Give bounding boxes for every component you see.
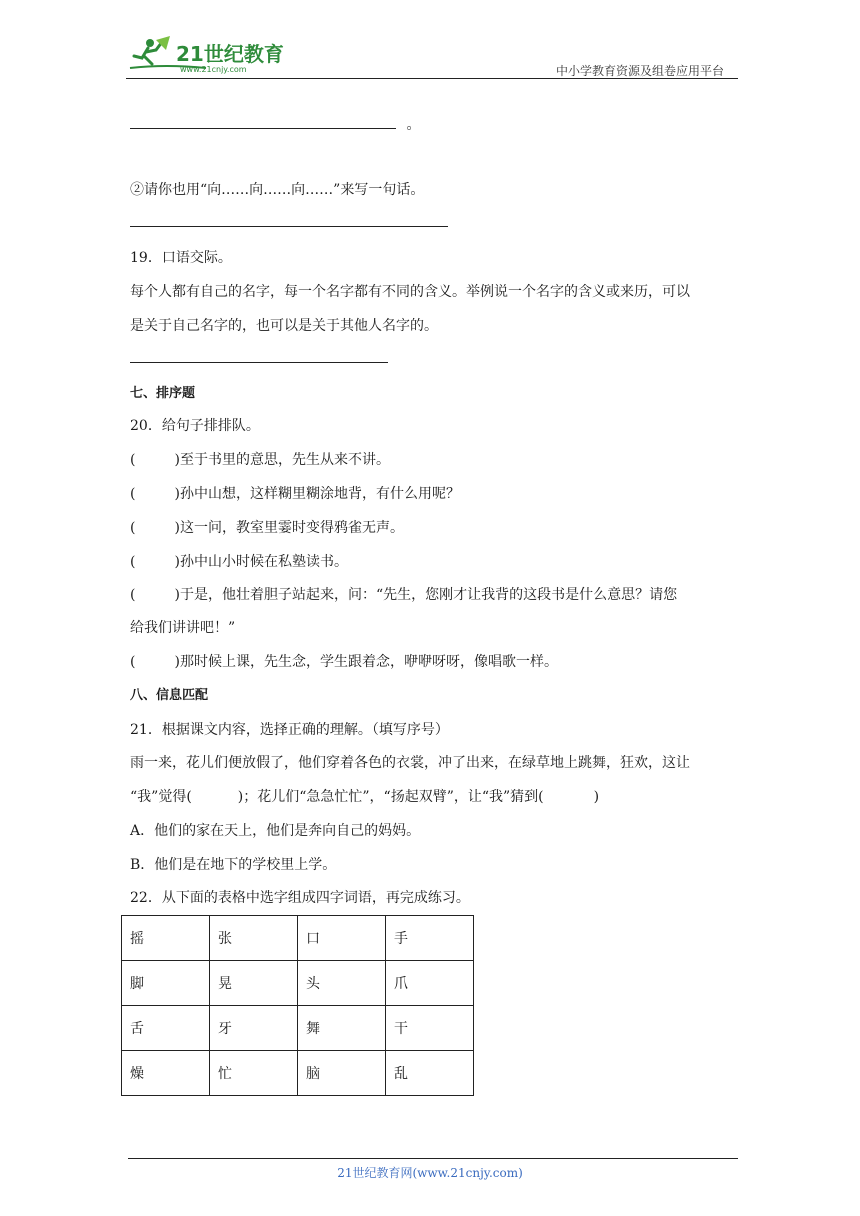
order-blank[interactable]: ( ) xyxy=(130,587,180,603)
option-b: B．他们是在地下的学校里上学。 xyxy=(130,857,337,873)
table-cell: 晃 xyxy=(210,961,298,1006)
section-7-heading: 七、排序题 xyxy=(130,386,196,401)
period: 。 xyxy=(406,117,421,133)
table-cell: 忙 xyxy=(210,1051,298,1096)
table-cell: 牙 xyxy=(210,1006,298,1051)
page-header xyxy=(126,30,738,80)
platform-name: 中小学教育资源及组卷应用平台 xyxy=(555,64,724,78)
table-cell: 舌 xyxy=(122,1006,210,1051)
q21-text-2: “我”觉得( )；花儿们“急急忙忙”，“扬起双臂”，让“我”猜到( ) xyxy=(130,789,600,805)
order-blank[interactable]: ( ) xyxy=(130,452,180,468)
table-cell: 头 xyxy=(298,961,386,1006)
footer-link[interactable]: 21世纪教育网(www.21cnjy.com) xyxy=(337,1166,523,1180)
answer-line-2 xyxy=(130,212,448,233)
answer-blank[interactable] xyxy=(130,212,448,227)
order-blank[interactable]: ( ) xyxy=(130,654,180,670)
table-cell: 口 xyxy=(298,916,386,961)
order-blank[interactable]: ( ) xyxy=(130,520,180,536)
table-cell: 乱 xyxy=(386,1051,474,1096)
section-8-heading: 八、信息匹配 xyxy=(130,688,209,703)
sort-item: ( ) 孙中山想，这样糊里糊涂地背，有什么用呢？ xyxy=(130,486,460,502)
answer-blank[interactable] xyxy=(130,114,396,129)
option-a: A．他们的家在天上，他们是奔向自己的妈妈。 xyxy=(130,823,421,839)
q21-title: 21．根据课文内容，选择正确的理解。（填写序号） xyxy=(130,722,449,738)
answer-line-1 xyxy=(130,114,420,135)
sort-item-continued: 给我们讲讲吧！” xyxy=(130,620,236,636)
q18-part2: ②请你也用“向……向……向……”来写一句话。 xyxy=(130,182,425,198)
table-cell: 摇 xyxy=(122,916,210,961)
table-cell: 张 xyxy=(210,916,298,961)
table-cell: 干 xyxy=(386,1006,474,1051)
q21-text-1: 雨一来，花儿们便放假了，他们穿着各色的衣裳，冲了出来，在绿草地上跳舞，狂欢，这让 xyxy=(130,755,690,771)
sort-item: ( ) 于是，他壮着胆子站起来，问：“先生，您刚才让我背的这段书是什么意思？请您 xyxy=(130,587,678,603)
table-cell: 脑 xyxy=(298,1051,386,1096)
table-row xyxy=(122,961,474,1006)
table-cell: 燥 xyxy=(122,1051,210,1096)
order-blank[interactable]: ( ) xyxy=(130,554,180,570)
table-cell: 爪 xyxy=(386,961,474,1006)
q19-title: 19．口语交际。 xyxy=(130,250,232,266)
table-row xyxy=(122,916,474,961)
table-cell: 脚 xyxy=(122,961,210,1006)
answer-line-3 xyxy=(130,348,388,369)
footer-divider xyxy=(128,1158,738,1159)
table-cell: 手 xyxy=(386,916,474,961)
sort-item: ( ) 至于书里的意思，先生从来不讲。 xyxy=(130,452,390,468)
order-blank[interactable]: ( ) xyxy=(130,486,180,502)
character-table xyxy=(121,915,474,1096)
answer-blank[interactable] xyxy=(130,348,388,363)
sort-item: ( ) 这一问，教室里霎时变得鸦雀无声。 xyxy=(130,520,404,536)
header-divider xyxy=(126,78,738,79)
logo-url: www.21cnjy.com xyxy=(180,65,247,74)
table-cell: 舞 xyxy=(298,1006,386,1051)
site-logo xyxy=(126,34,296,76)
q19-text-2: 是关于自己名字的，也可以是关于其他人名字的。 xyxy=(130,318,438,334)
sort-item: ( ) 那时候上课，先生念，学生跟着念，咿咿呀呀，像唱歌一样。 xyxy=(130,654,558,670)
q19-text-1: 每个人都有自己的名字，每一个名字都有不同的含义。举例说一个名字的含义或来历，可以 xyxy=(130,284,690,300)
table-row xyxy=(122,1051,474,1096)
table-row xyxy=(122,1006,474,1051)
logo-text: 21世纪教育 xyxy=(176,42,284,66)
q20-title: 20．给句子排排队。 xyxy=(130,418,260,434)
sort-item: ( ) 孙中山小时候在私塾读书。 xyxy=(130,554,348,570)
q22-title: 22．从下面的表格中选字组成四字词语，再完成练习。 xyxy=(130,890,470,906)
